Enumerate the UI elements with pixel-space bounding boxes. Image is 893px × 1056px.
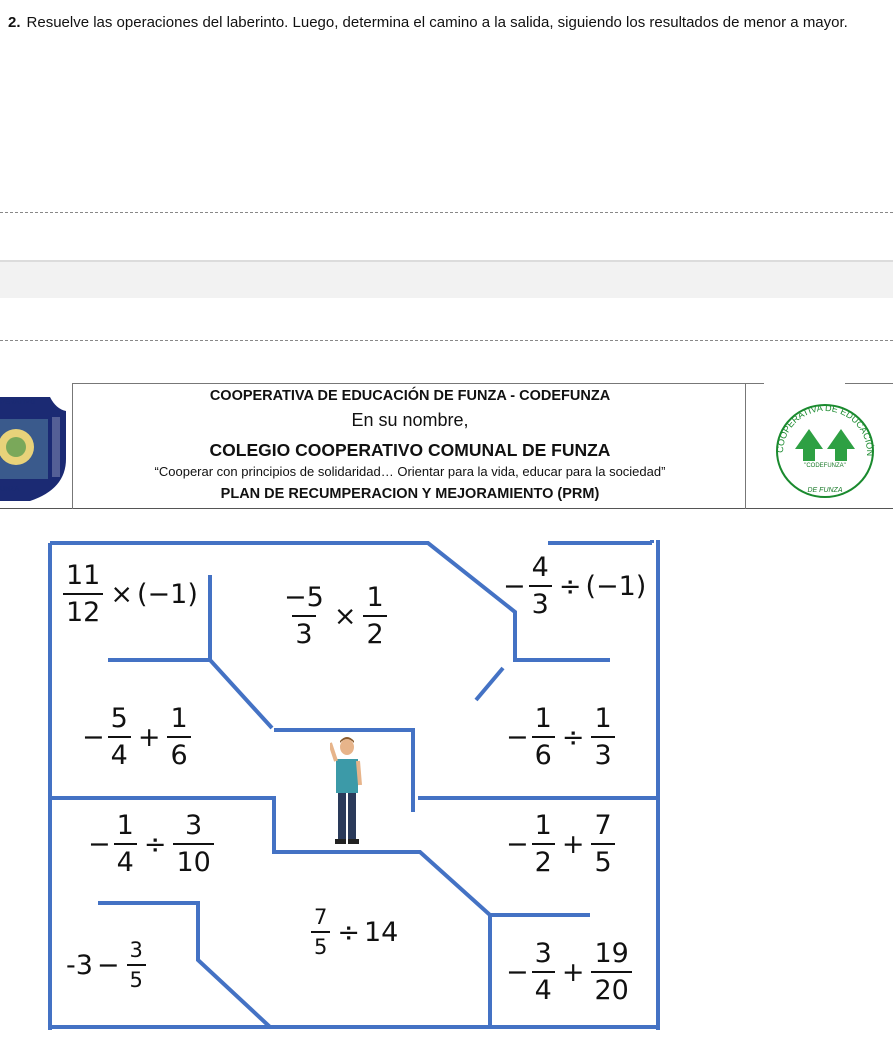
person-icon bbox=[330, 735, 364, 847]
nombre-line: En su nombre, bbox=[351, 410, 469, 430]
operator: + bbox=[561, 956, 585, 988]
denominator: 3 bbox=[591, 736, 614, 771]
shield-text-bottom: UNZA bbox=[0, 486, 20, 493]
denominator: 3 bbox=[292, 615, 315, 650]
fraction bbox=[311, 905, 330, 959]
operator: + bbox=[561, 828, 585, 860]
operator: × bbox=[110, 578, 133, 610]
maze-expr-1 bbox=[60, 560, 198, 628]
gray-band bbox=[0, 260, 893, 298]
denominator: 6 bbox=[167, 736, 190, 771]
denominator: 4 bbox=[114, 843, 137, 878]
shield-text-top: PERATIVO bbox=[0, 399, 36, 406]
denominator: 12 bbox=[63, 593, 103, 628]
header-divider bbox=[72, 383, 73, 509]
dashed-divider bbox=[0, 340, 893, 341]
denominator: 5 bbox=[127, 964, 146, 992]
fraction bbox=[532, 810, 555, 878]
fraction bbox=[591, 938, 631, 1006]
denominator: 5 bbox=[591, 843, 614, 878]
fraction bbox=[363, 582, 386, 650]
dashed-divider bbox=[0, 212, 893, 213]
numerator: 7 bbox=[594, 810, 612, 841]
header-border bbox=[72, 383, 764, 384]
fraction bbox=[591, 810, 614, 878]
maze-expr-6 bbox=[88, 810, 217, 878]
fraction bbox=[63, 560, 103, 628]
fraction bbox=[532, 938, 555, 1006]
maze-expr-8 bbox=[66, 938, 149, 992]
operator: × bbox=[333, 600, 357, 632]
numerator: 5 bbox=[110, 703, 128, 734]
numerator: −5 bbox=[284, 582, 324, 613]
denominator: 20 bbox=[591, 971, 631, 1006]
logo-text-mid: "CODEFUNZA" bbox=[804, 463, 846, 469]
school-header bbox=[0, 383, 893, 509]
sign: − bbox=[506, 721, 529, 753]
operator: ÷ bbox=[337, 916, 360, 948]
colegio-title: COLEGIO COOPERATIVO COMUNAL DE FUNZA bbox=[209, 440, 611, 460]
sign: − bbox=[82, 721, 105, 753]
numerator: 1 bbox=[594, 703, 612, 734]
fraction bbox=[167, 703, 190, 771]
header-border bbox=[0, 508, 893, 509]
numerator: 1 bbox=[534, 810, 552, 841]
instruction bbox=[8, 12, 878, 34]
codefunza-logo-icon bbox=[765, 391, 885, 501]
numerator: 19 bbox=[594, 938, 629, 969]
fraction bbox=[281, 582, 327, 650]
numerator: 3 bbox=[534, 938, 552, 969]
numerator: 3 bbox=[129, 938, 143, 962]
sign: − bbox=[503, 570, 526, 602]
denominator: 3 bbox=[529, 585, 552, 620]
header-border bbox=[845, 383, 893, 384]
denominator: 6 bbox=[532, 736, 555, 771]
denominator: 10 bbox=[173, 843, 213, 878]
maze-expr-10 bbox=[506, 938, 635, 1006]
operand: -3 bbox=[66, 949, 93, 981]
maze-expr-4 bbox=[82, 703, 194, 771]
fraction bbox=[591, 703, 614, 771]
denominator: 5 bbox=[311, 931, 330, 959]
operator: ÷ bbox=[143, 828, 167, 860]
instruction-text: Resuelve las operaciones del laberinto. Luego, determina el camino a la salida, siguiendo los resultados de menor a mayor. bbox=[26, 14, 848, 31]
fraction bbox=[127, 938, 146, 992]
svg-text:COOPERATIVA DE EDUCACIÓN bbox=[775, 403, 875, 456]
operator: − bbox=[96, 949, 120, 981]
denominator: 2 bbox=[532, 843, 555, 878]
fraction bbox=[108, 703, 131, 771]
denominator: 2 bbox=[363, 615, 386, 650]
numerator: 3 bbox=[185, 810, 203, 841]
denominator: 4 bbox=[108, 736, 131, 771]
maze-expr-5 bbox=[506, 703, 618, 771]
sign: − bbox=[506, 956, 529, 988]
fraction bbox=[532, 703, 555, 771]
plan-title: PLAN DE RECUMPERACION Y MEJORAMIENTO (PRM) bbox=[220, 486, 600, 502]
operand: 14 bbox=[364, 916, 399, 948]
operator: ÷ bbox=[558, 570, 582, 602]
instruction-number: 2. bbox=[8, 14, 21, 31]
header-divider bbox=[745, 383, 746, 509]
fraction bbox=[114, 810, 137, 878]
sign: − bbox=[506, 828, 529, 860]
operand: (−1) bbox=[136, 578, 198, 610]
sign: − bbox=[88, 828, 111, 860]
numerator: 1 bbox=[116, 810, 134, 841]
fraction bbox=[529, 552, 552, 620]
numerator: 1 bbox=[170, 703, 188, 734]
numerator: 1 bbox=[366, 582, 384, 613]
maze-expr-7 bbox=[506, 810, 618, 878]
fraction bbox=[173, 810, 213, 878]
maze-expr-2 bbox=[278, 582, 390, 650]
operator: + bbox=[137, 721, 161, 753]
cooperativa-title: COOPERATIVA DE EDUCACIÓN DE FUNZA - CODEFUNZA bbox=[209, 388, 611, 404]
maze-expr-9 bbox=[308, 905, 398, 959]
logo-arc-text: COOPERATIVA DE EDUCACIÓN bbox=[774, 402, 876, 457]
numerator: 4 bbox=[531, 552, 549, 583]
denominator: 4 bbox=[532, 971, 555, 1006]
operator: ÷ bbox=[561, 721, 585, 753]
numerator: 7 bbox=[314, 905, 328, 929]
school-motto: “Cooperar con principios de solidaridad… Orientar para la vida, educar para la sociedad” bbox=[154, 464, 666, 479]
logo-text-bottom: DE FUNZA bbox=[807, 487, 843, 494]
operand: (−1) bbox=[585, 570, 647, 602]
maze-expr-3 bbox=[503, 552, 646, 620]
numerator: 11 bbox=[66, 560, 101, 591]
numerator: 1 bbox=[534, 703, 552, 734]
